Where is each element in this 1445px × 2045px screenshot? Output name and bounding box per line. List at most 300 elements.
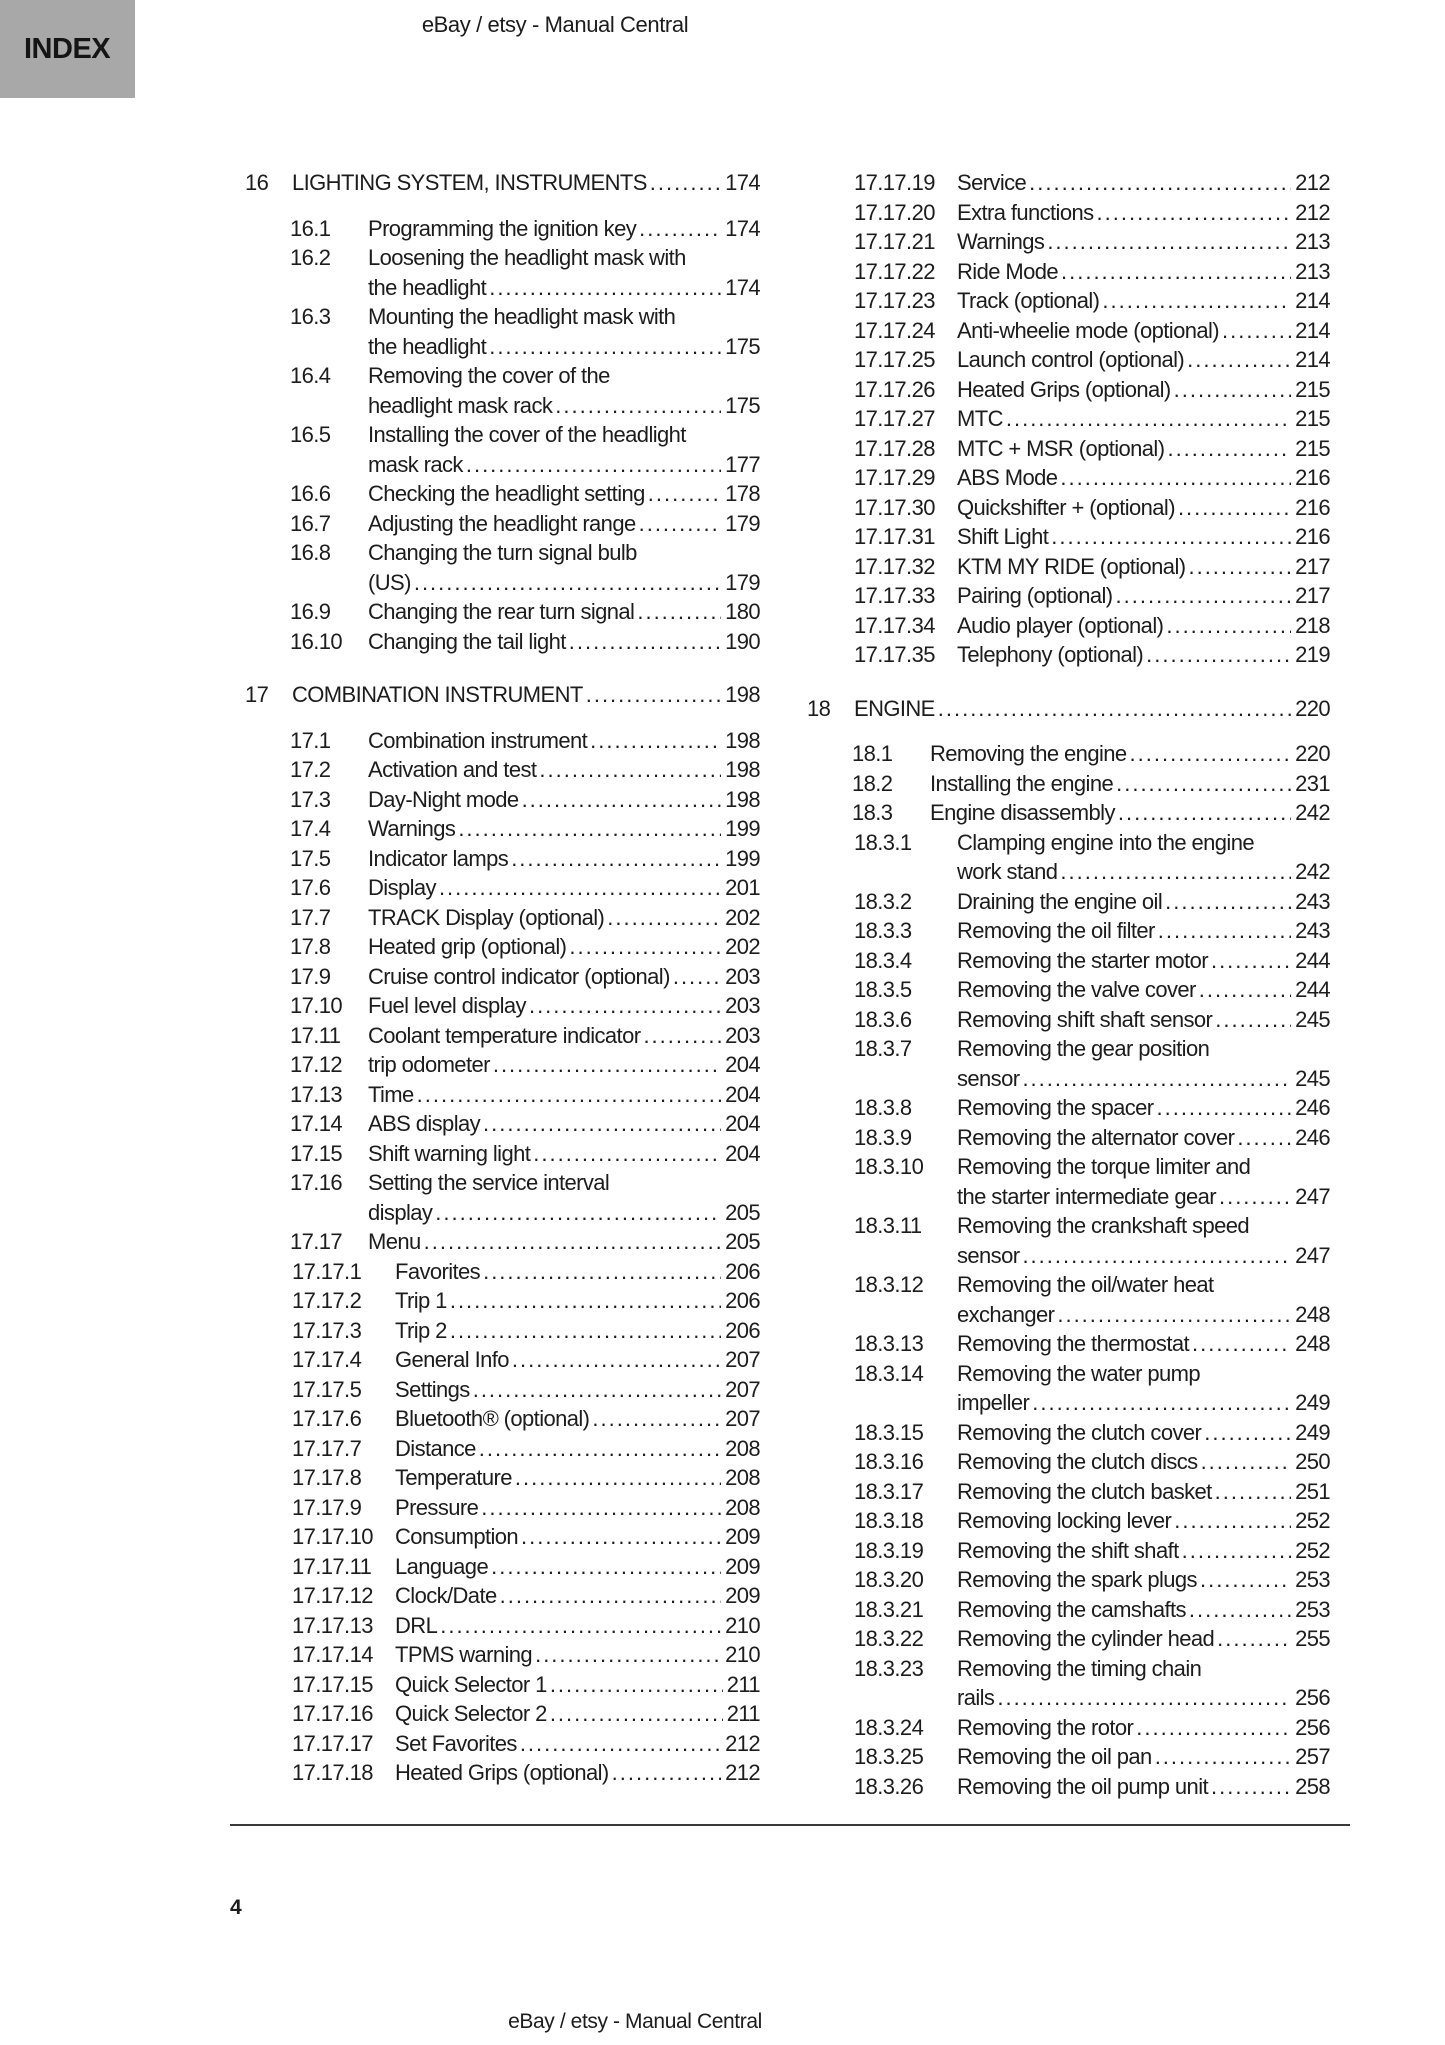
entry-page-number: 203	[725, 993, 760, 1018]
entry-number: 18.3.7	[854, 1036, 912, 1061]
entry-number: 17.17.29	[854, 465, 935, 490]
entry-page-number: 208	[725, 1494, 760, 1520]
entry-number: 18.3.25	[854, 1744, 924, 1769]
entry-number: 17.12	[290, 1052, 343, 1077]
entry-number: 17.11	[290, 1022, 341, 1048]
toc-entry	[807, 1772, 1330, 1802]
toc-entry	[807, 1742, 1330, 1772]
entry-page-number: 175	[725, 392, 760, 418]
entry-title: General Info	[395, 1347, 509, 1372]
toc-entry-line	[290, 1168, 760, 1198]
entry-number: 17.17.23	[854, 288, 935, 313]
toc-entry-line	[290, 509, 760, 539]
entry-number: 18.3.9	[854, 1124, 912, 1150]
entry-page-number: 249	[1295, 1419, 1330, 1445]
index-label: INDEX	[24, 32, 111, 65]
leader-dots	[511, 844, 721, 874]
entry-page-number: 198	[725, 682, 760, 707]
entry-title: Heated Grips (optional)	[395, 1760, 609, 1785]
toc-entry-line	[292, 1640, 760, 1670]
entry-page-number: 246	[1295, 1124, 1330, 1150]
leader-dots	[417, 1080, 721, 1110]
leader-dots	[1047, 227, 1291, 257]
toc-entry	[807, 1329, 1330, 1359]
entry-number: 18.3.2	[854, 888, 912, 914]
entry-title: the headlight	[368, 333, 487, 359]
leader-dots	[650, 168, 721, 198]
toc-entry	[807, 168, 1330, 198]
toc-entry-line	[292, 1670, 760, 1700]
toc-entry	[245, 479, 760, 509]
entry-title: Launch control (optional)	[957, 347, 1185, 372]
toc-entry-line	[854, 975, 1330, 1005]
leader-dots	[592, 1404, 721, 1434]
leader-dots	[521, 1522, 721, 1552]
leader-dots	[533, 1139, 721, 1169]
toc-entry-line	[290, 932, 760, 962]
entry-number: 16.2	[290, 245, 331, 270]
toc-entry-line	[852, 739, 1330, 769]
toc-entry-line	[854, 1093, 1330, 1123]
entry-title: Removing the rotor	[957, 1714, 1134, 1740]
leader-dots	[1188, 552, 1291, 582]
toc-entry-line	[292, 1375, 760, 1405]
entry-number: 17.17.28	[854, 435, 935, 461]
toc-entry-line	[854, 227, 1330, 257]
toc-entry-line	[290, 391, 760, 421]
entry-page-number: 212	[1295, 199, 1330, 225]
toc-entry-line	[852, 769, 1330, 799]
entry-number: 18.3.20	[854, 1567, 924, 1592]
toc-entry-line	[290, 1109, 760, 1139]
entry-page-number: 177	[725, 451, 760, 477]
toc-entry-line	[854, 916, 1330, 946]
entry-title: Removing the spacer	[957, 1095, 1154, 1120]
entry-number: 17.17.24	[854, 317, 935, 343]
leader-dots	[1061, 257, 1291, 287]
entry-title: exchanger	[957, 1301, 1055, 1327]
toc-entry-line	[854, 434, 1330, 464]
entry-title: Removing the crankshaft speed	[957, 1213, 1249, 1238]
toc-entry-line	[854, 946, 1330, 976]
toc-entry	[807, 227, 1330, 257]
entry-page-number: 242	[1295, 800, 1330, 825]
entry-page-number: 207	[725, 1376, 760, 1402]
leader-dots	[414, 568, 721, 598]
leader-dots	[1187, 345, 1291, 375]
entry-page-number: 201	[725, 875, 760, 900]
leader-dots	[569, 932, 721, 962]
toc-entry-line	[292, 1463, 760, 1493]
toc-entry	[245, 1493, 760, 1523]
entry-title: Pairing (optional)	[957, 583, 1113, 608]
entry-number: 18.3.18	[854, 1508, 924, 1533]
leader-dots	[1032, 1388, 1291, 1418]
entry-number: 17.17.25	[854, 347, 935, 372]
entry-title: Clock/Date	[395, 1583, 497, 1608]
entry-number: 17.10	[290, 993, 343, 1018]
toc-entry-line	[854, 1359, 1330, 1389]
toc-entry-line	[290, 332, 760, 362]
entry-title: Changing the rear turn signal	[368, 599, 635, 624]
toc-entry-line	[854, 1064, 1330, 1094]
entry-page-number: 246	[1295, 1095, 1330, 1120]
leader-dots	[473, 1375, 721, 1405]
entry-title: Shift Light	[957, 524, 1049, 549]
toc-entry	[245, 597, 760, 627]
entry-title: rails	[957, 1685, 995, 1710]
toc-entry-line	[290, 1080, 760, 1110]
leader-dots	[466, 450, 721, 480]
toc-entry-line	[290, 214, 760, 244]
leader-dots	[1166, 611, 1291, 641]
toc-entry	[245, 420, 760, 479]
entry-title: Removing the oil pump unit	[957, 1773, 1208, 1799]
toc-entry	[807, 1713, 1330, 1743]
toc-entry	[807, 493, 1330, 523]
entry-page-number: 243	[1295, 918, 1330, 943]
toc-entry	[245, 903, 760, 933]
entry-title: Indicator lamps	[368, 845, 509, 871]
entry-page-number: 248	[1295, 1301, 1330, 1327]
toc-entry-line	[854, 1211, 1330, 1241]
header-title: eBay / etsy - Manual Central	[421, 12, 689, 37]
entry-number: 17.1	[290, 727, 331, 753]
toc-entry-line	[854, 1624, 1330, 1654]
toc-entry-line	[292, 1611, 760, 1641]
entry-page-number: 252	[1295, 1537, 1330, 1563]
entry-title: Warnings	[957, 229, 1045, 254]
toc-entry-line	[854, 1506, 1330, 1536]
entry-number: 17.17.31	[854, 524, 935, 549]
footer-title: eBay / etsy - Manual Central	[508, 2010, 762, 2033]
entry-title: trip odometer	[368, 1052, 490, 1077]
entry-title: headlight mask rack	[368, 392, 553, 418]
toc-entry-line	[292, 1286, 760, 1316]
entry-number: 17.17.4	[292, 1347, 362, 1372]
toc-entry	[807, 828, 1330, 887]
toc-entry-line	[854, 611, 1330, 641]
entry-number: 17.17.18	[292, 1760, 373, 1785]
toc-entry	[245, 1109, 760, 1139]
leader-dots	[612, 1758, 721, 1788]
entry-number: 17.17.12	[292, 1583, 373, 1608]
toc-entry	[807, 887, 1330, 917]
entry-number: 17.13	[290, 1081, 343, 1107]
toc-entry	[807, 1654, 1330, 1713]
leader-dots	[1189, 1595, 1291, 1625]
toc-entry	[245, 627, 760, 657]
entry-page-number: 180	[725, 599, 760, 624]
leader-dots	[500, 1581, 721, 1611]
entry-title: Time	[368, 1081, 414, 1107]
entry-title: Cruise control indicator (optional)	[368, 963, 670, 989]
toc-entry-line	[854, 198, 1330, 228]
entry-title: Favorites	[395, 1258, 481, 1284]
entry-page-number: 252	[1295, 1508, 1330, 1533]
entry-number: 18	[807, 695, 831, 721]
toc-entry-line	[854, 1565, 1330, 1595]
toc-entry	[245, 168, 760, 198]
entry-title: Programming the ignition key	[368, 215, 637, 241]
entry-title: display	[368, 1199, 433, 1225]
entry-page-number: 209	[725, 1553, 760, 1579]
entry-title: Pressure	[395, 1494, 479, 1520]
toc-entry-line	[292, 1316, 760, 1346]
entry-page-number: 211	[726, 1671, 760, 1697]
entry-title: MTC + MSR (optional)	[957, 435, 1165, 461]
leader-dots	[550, 1670, 723, 1700]
entry-title: KTM MY RIDE (optional)	[957, 553, 1186, 579]
entry-number: 18.3.14	[854, 1360, 924, 1386]
entry-page-number: 210	[725, 1612, 760, 1638]
toc-entry-line	[854, 1654, 1330, 1684]
entry-number: 17.17.34	[854, 612, 935, 638]
toc-entry-line	[807, 694, 1330, 724]
entry-title: Removing the alternator cover	[957, 1124, 1235, 1150]
entry-number: 17.17.26	[854, 376, 935, 402]
leader-dots	[493, 1050, 721, 1080]
entry-title: ABS display	[368, 1111, 481, 1136]
toc-entry-line	[854, 1536, 1330, 1566]
toc-entry-line	[854, 345, 1330, 375]
toc-entry	[245, 1404, 760, 1434]
entry-title: Changing the turn signal bulb	[368, 540, 637, 565]
entry-title: Day-Night mode	[368, 786, 519, 812]
entry-title: COMBINATION INSTRUMENT	[292, 682, 583, 707]
entry-page-number: 214	[1295, 317, 1330, 343]
entry-number: 17.17.30	[854, 494, 935, 520]
entry-title: Removing the water pump	[957, 1360, 1200, 1386]
toc-entry-line	[290, 273, 760, 303]
toc-entry	[807, 257, 1330, 287]
entry-page-number: 174	[725, 274, 760, 300]
entry-page-number: 198	[725, 786, 760, 812]
entry-title: Quick Selector 2	[395, 1701, 547, 1726]
leader-dots	[1116, 769, 1291, 799]
entry-title: Adjusting the headlight range	[368, 510, 636, 536]
toc-entry-line	[854, 168, 1330, 198]
entry-page-number: 244	[1295, 947, 1330, 973]
toc-entry-line	[290, 726, 760, 756]
toc-entry-line	[854, 1329, 1330, 1359]
entry-page-number: 206	[725, 1288, 760, 1313]
leader-dots	[590, 726, 721, 756]
entry-number: 16.6	[290, 481, 331, 506]
entry-page-number: 215	[1295, 376, 1330, 402]
entry-number: 16.1	[290, 215, 331, 241]
entry-title: Removing the oil filter	[957, 918, 1155, 943]
toc-entry	[807, 798, 1330, 828]
entry-page-number: 209	[725, 1583, 760, 1608]
leader-dots	[1211, 1772, 1291, 1802]
entry-title: Telephony (optional)	[957, 642, 1144, 667]
entry-title: Track (optional)	[957, 288, 1100, 313]
entry-page-number: 208	[725, 1465, 760, 1490]
leader-dots	[569, 627, 721, 657]
entry-page-number: 217	[1295, 583, 1330, 608]
toc-entry	[245, 1080, 760, 1110]
toc-entry	[245, 1640, 760, 1670]
leader-dots	[424, 1227, 721, 1257]
entry-title: Draining the engine oil	[957, 888, 1163, 914]
toc-entry	[807, 1506, 1330, 1536]
toc-entry	[245, 991, 760, 1021]
toc-entry	[807, 611, 1330, 641]
entry-title: Changing the tail light	[368, 628, 566, 654]
entry-number: 17.17.16	[292, 1701, 373, 1726]
leader-dots	[637, 597, 721, 627]
entry-page-number: 203	[725, 1022, 760, 1048]
entry-title: Removing the valve cover	[957, 977, 1196, 1002]
leader-dots	[1201, 1447, 1292, 1477]
toc-entry	[245, 1286, 760, 1316]
entry-title: Removing the camshafts	[957, 1596, 1186, 1622]
leader-dots	[458, 814, 721, 844]
entry-page-number: 217	[1295, 553, 1330, 579]
entry-title: Removing the cover of the	[368, 363, 610, 388]
toc-entry-line	[290, 814, 760, 844]
entry-number: 17.3	[290, 786, 331, 812]
toc-entry	[807, 1123, 1330, 1153]
toc-entry-line	[854, 522, 1330, 552]
entry-page-number: 207	[725, 1347, 760, 1372]
leader-dots	[1060, 857, 1291, 887]
entry-number: 17.17.19	[854, 170, 935, 195]
entry-number: 17	[245, 682, 269, 707]
toc-entry	[245, 814, 760, 844]
entry-title: Removing the gear position	[957, 1036, 1210, 1061]
leader-dots	[639, 509, 722, 539]
entry-page-number: 207	[725, 1406, 760, 1431]
toc-entry	[807, 345, 1330, 375]
entry-number: 17.17.14	[292, 1642, 373, 1667]
leader-dots	[491, 1552, 721, 1582]
toc-entry	[807, 404, 1330, 434]
footer-divider	[230, 1824, 1350, 1826]
toc-entry	[245, 538, 760, 597]
entry-title: Audio player (optional)	[957, 612, 1164, 638]
entry-title: Consumption	[395, 1524, 519, 1549]
toc-entry	[245, 1375, 760, 1405]
entry-page-number: 198	[725, 727, 760, 753]
leader-dots	[643, 1021, 721, 1051]
toc-entry	[245, 962, 760, 992]
entry-title: Warnings	[368, 816, 456, 841]
entry-title: Clamping engine into the engine	[957, 829, 1254, 855]
toc-entry-line	[290, 1139, 760, 1169]
leader-dots	[1219, 1182, 1291, 1212]
toc-entry-line	[854, 1034, 1330, 1064]
entry-title: the headlight	[368, 274, 487, 300]
entry-title: Fuel level display	[368, 993, 526, 1018]
toc-column-right	[807, 168, 1330, 1801]
toc-entry-line	[292, 1522, 760, 1552]
entry-page-number: 209	[725, 1524, 760, 1549]
entry-page-number: 213	[1295, 229, 1330, 254]
entry-page-number: 251	[1295, 1478, 1330, 1504]
toc-entry-line	[290, 991, 760, 1021]
entry-number: 18.3.17	[854, 1478, 924, 1504]
entry-number: 16.4	[290, 363, 331, 388]
entry-title: Temperature	[395, 1465, 512, 1490]
entry-number: 16.7	[290, 510, 331, 536]
entry-number: 18.3.21	[854, 1596, 924, 1622]
entry-number: 17.17.20	[854, 199, 935, 225]
entry-number: 17.9	[290, 963, 331, 989]
toc-entry	[245, 1758, 760, 1788]
entry-number: 17.8	[290, 934, 331, 959]
entry-number: 17.4	[290, 816, 331, 841]
leader-dots	[586, 680, 721, 710]
leader-dots	[539, 755, 721, 785]
entry-number: 17.17.32	[854, 553, 935, 579]
entry-title: Quick Selector 1	[395, 1671, 547, 1697]
entry-page-number: 179	[725, 569, 760, 595]
entry-page-number: 212	[1295, 170, 1330, 195]
entry-number: 18.3.4	[854, 947, 912, 973]
entry-page-number: 214	[1295, 288, 1330, 313]
toc-entry-line	[854, 257, 1330, 287]
entry-number: 17.17.33	[854, 583, 935, 608]
entry-title: Set Favorites	[395, 1730, 517, 1756]
toc-entry	[807, 1034, 1330, 1093]
leader-dots	[555, 391, 721, 421]
leader-dots	[515, 1463, 721, 1493]
toc-entry-line	[854, 1418, 1330, 1448]
toc-entry	[807, 1270, 1330, 1329]
toc-entry-line	[852, 798, 1330, 828]
entry-number: 17.17.10	[292, 1524, 373, 1549]
toc-entry	[245, 1050, 760, 1080]
entry-title: MTC	[957, 406, 1003, 431]
entry-title: Checking the headlight setting	[368, 481, 645, 506]
leader-dots	[1215, 1005, 1291, 1035]
leader-dots	[1006, 404, 1291, 434]
entry-title: Bluetooth® (optional)	[395, 1406, 590, 1431]
entry-page-number: 174	[725, 170, 760, 195]
entry-title: Removing the clutch cover	[957, 1419, 1202, 1445]
entry-page-number: 245	[1295, 1065, 1330, 1091]
leader-dots	[1215, 1477, 1291, 1507]
entry-number: 18.3.15	[854, 1419, 924, 1445]
toc-entry-line	[854, 857, 1330, 887]
entry-page-number: 205	[725, 1199, 760, 1225]
leader-dots	[1200, 1565, 1291, 1595]
toc-entry-line	[292, 1345, 760, 1375]
leader-dots	[439, 873, 721, 903]
entry-number: 17.6	[290, 875, 331, 900]
entry-page-number: 250	[1295, 1449, 1330, 1474]
entry-title: Installing the cover of the headlight	[368, 422, 686, 447]
entry-title: ABS Mode	[957, 465, 1058, 490]
toc-entry-line	[854, 1447, 1330, 1477]
entry-title: Combination instrument	[368, 727, 588, 753]
entry-number: 17.17.13	[292, 1612, 373, 1638]
entry-title: Removing the oil/water heat	[957, 1272, 1214, 1297]
toc-entry	[807, 522, 1330, 552]
toc-entry-line	[290, 538, 760, 568]
entry-page-number: 216	[1295, 494, 1330, 520]
entry-page-number: 247	[1295, 1183, 1330, 1209]
toc-entry-line	[290, 1021, 760, 1051]
toc-entry-line	[854, 887, 1330, 917]
toc-entry-line	[854, 828, 1330, 858]
entry-title: Distance	[395, 1435, 476, 1461]
entry-title: Removing the shift shaft	[957, 1537, 1179, 1563]
toc-entry	[807, 1565, 1330, 1595]
toc-entry-line	[292, 1493, 760, 1523]
